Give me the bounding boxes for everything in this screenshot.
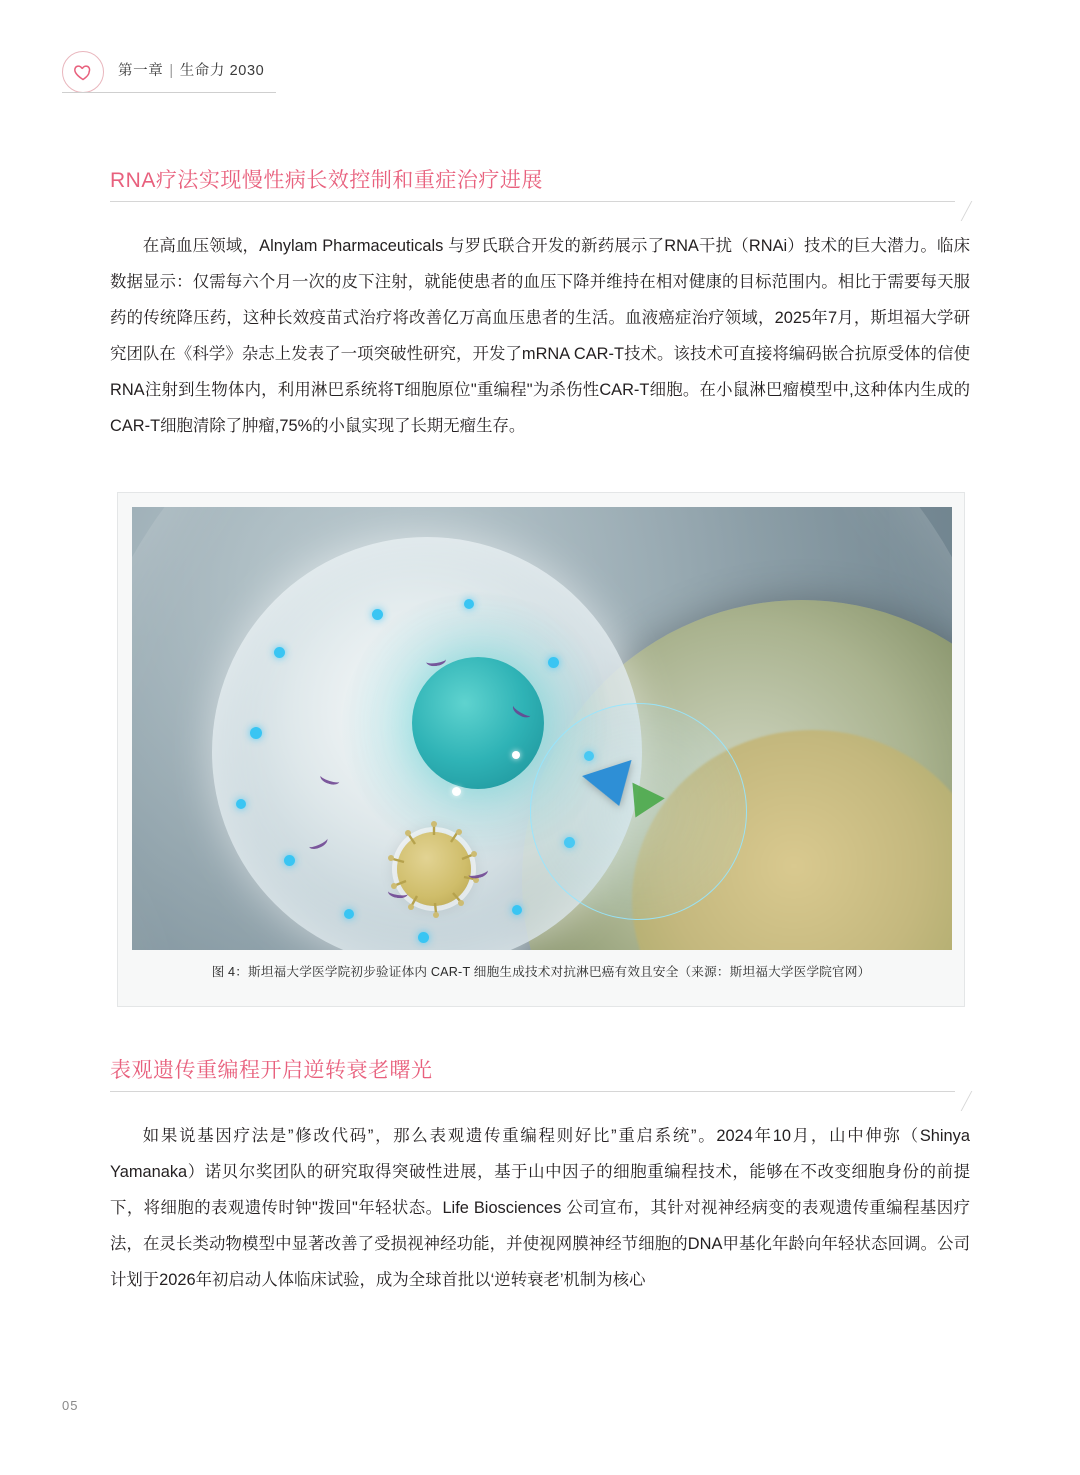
section-rule-tick-epigenetic: [941, 1091, 973, 1111]
page-header: [62, 50, 264, 94]
section-heading-rna: [110, 168, 543, 193]
rna-particle: [548, 657, 559, 668]
section-title: RNA疗法实现慢性病长效控制和重症治疗进展: [110, 169, 543, 192]
rna-particle: [284, 855, 295, 866]
section-heading-epigenetic: [110, 1058, 433, 1083]
rna-particle-white: [452, 787, 461, 796]
rna-particle: [250, 727, 262, 739]
section-title: 表观遗传重编程开启逆转衰老曙光: [110, 1059, 433, 1082]
rna-particle: [344, 909, 354, 919]
section-rule-tick-rna: [941, 201, 973, 221]
rna-particle: [418, 932, 429, 943]
rna-particle: [236, 799, 246, 809]
figure-car-t: [117, 492, 965, 1007]
rna-particle: [372, 609, 383, 620]
rna-particle: [464, 599, 474, 609]
breadcrumb-doc-title: 生命力 2030: [179, 62, 265, 79]
rna-particle: [512, 905, 522, 915]
figure-caption: 图 4：斯坦福大学医学院初步验证体内 CAR-T 细胞生成技术对抗淋巴癌有效且安全（来源：斯坦福大学医学院官网）: [211, 965, 871, 979]
section-rule-epigenetic: [110, 1091, 955, 1092]
paragraph-epigenetic: 如果说基因疗法是”修改代码”，那么表观遗传重编程则好比”重启系统”。2024年10月，山中伸弥（Shinya Yamanaka）诺贝尔奖团队的研究取得突破性进展，基于山中因子的细胞重编程技术，能够在不改变细胞身份的前提下，将细胞的表观遗传时钟"拨回"年轻状态。Life Biosciences 公司宣布，其针对视神经病变的表观遗传重编程基因疗法，在灵长类动物模型中显著改善了受损视神经功能，并使视网膜神经节细胞的DNA甲基化年龄向年轻状态回调。公司计划于2026年初启动人体临床试验，成为全球首批以‘逆转衰老’机制为核心: [110, 1127, 970, 1289]
mrna-strand: [307, 833, 330, 851]
mrna-strand: [319, 770, 341, 787]
cell-nucleus: [412, 657, 544, 789]
breadcrumb: [118, 59, 264, 86]
paragraph-rna: 在高血压领域，Alnylam Pharmaceuticals 与罗氏联合开发的新药展示了RNA干扰（RNAi）技术的巨大潜力。临床数据显示：仅需每六个月一次的皮下注射，就能使患者的血压下降并维持在相对健康的目标范围内。相比于需要每天服药的传统降压药，这种长效疫苗式治疗将改善亿万高血压患者的生活。血液癌症治疗领域，2025年7月，斯坦福大学研究团队在《科学》杂志上发表了一项突破性研究，开发了mRNA CAR-T技术。该技术可直接将编码嵌合抗原受体的信使RNA注射到生物体内，利用淋巴系统将T细胞原位"重编程"为杀伤性CAR-T细胞。在小鼠淋巴瘤模型中,这种体内生成的CAR-T细胞清除了肿瘤,75%的小鼠实现了长期无瘤生存。: [110, 237, 970, 435]
rna-particle-white: [512, 751, 520, 759]
figure-image: [132, 507, 952, 950]
header-divider: [62, 92, 276, 93]
heart-icon: [73, 62, 93, 82]
breadcrumb-separator: |: [169, 62, 174, 79]
section-rule-rna: [110, 201, 955, 202]
heart-badge: [62, 51, 104, 93]
breadcrumb-chapter: 第一章: [118, 62, 164, 79]
rna-particle: [274, 647, 285, 658]
page-number: 05: [62, 1398, 79, 1413]
